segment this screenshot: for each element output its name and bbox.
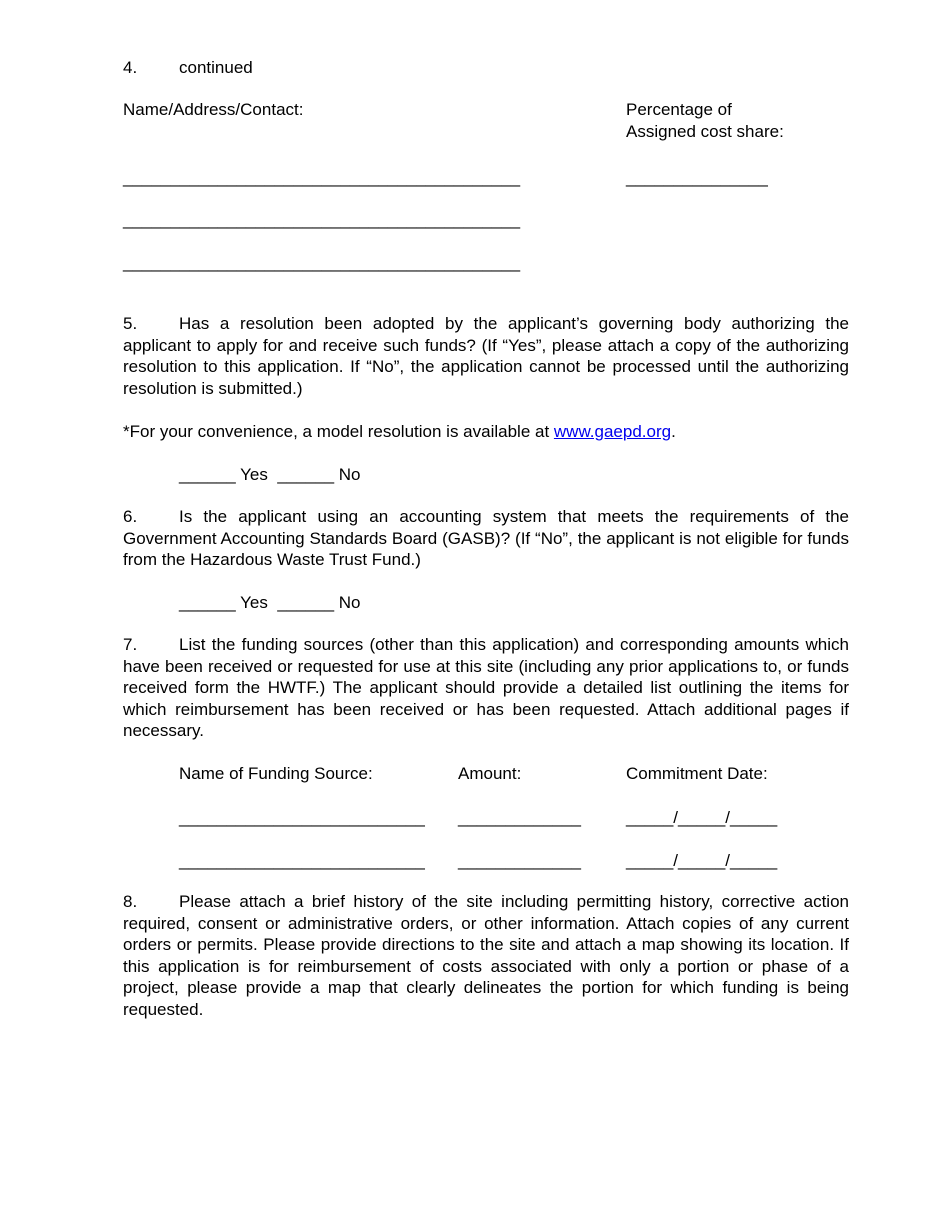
funding-source-blank[interactable]: __________________________	[179, 808, 425, 827]
section-4-title: continued	[179, 58, 253, 77]
name-address-blank-1[interactable]: __________________________________________	[123, 168, 521, 187]
section-6-text: Is the applicant using an accounting system that meets the requirements of the Government Accounting Standards Board (GASB)? (If “No”, the applicant is not eligible for funds from the Hazardous Waste Trust Fund.)	[123, 507, 849, 569]
section-6-number: 6.	[123, 507, 138, 526]
gaepd-link[interactable]: www.gaepd.org	[553, 422, 672, 441]
section-6-paragraph	[123, 506, 849, 571]
percentage-blank[interactable]: _______________	[626, 168, 768, 187]
funding-source-header: Name of Funding Source:	[179, 764, 373, 783]
amount-header: Amount:	[458, 764, 522, 783]
name-address-contact-label: Name/Address/Contact:	[123, 100, 304, 119]
section-6-yes-no[interactable]: ______ Yes ______ No	[179, 593, 361, 612]
name-address-blank-3[interactable]: __________________________________________	[123, 253, 521, 272]
section-7-text: List the funding sources (other than this application) and corresponding amounts which have been received or requested for use at this site (including any prior applications to, or funds received form the HWTF.) The applicant should provide a detailed list outlining the items for which reimbursement has been received or has been requested. Attach additional pages if necessary.	[123, 635, 849, 740]
section-5-number: 5.	[123, 314, 138, 333]
percentage-label-line2: Assigned cost share:	[626, 122, 784, 141]
section-4-number: 4.	[123, 58, 138, 77]
commitment-date-blank[interactable]: _____/_____/_____	[626, 851, 778, 870]
section-8-text: Please attach a brief history of the site including permitting history, corrective action required, consent or administrative orders, or other information. Attach copies of any current orders or permits. Please provide directions to the site and attach a map showing its location. If this application is for reimbursement of costs associated with only a portion or phase of a project, please provide a map that clearly delineates the portion for which funding is being requested.	[123, 892, 849, 1019]
percentage-label-line1: Percentage of	[626, 100, 732, 119]
note-suffix: .	[671, 422, 676, 441]
section-5-paragraph	[123, 313, 849, 399]
section-5-text: Has a resolution been adopted by the applicant’s governing body authorizing the applicant to apply for and receive such funds? (If “Yes”, please attach a copy of the authorizing resolution to this application. If “No”, the application cannot be processed until the authorizing resolution is submitted.)	[123, 314, 849, 398]
section-8-number: 8.	[123, 892, 138, 911]
section-7-number: 7.	[123, 635, 138, 654]
note-prefix: *For your convenience, a model resolution is available at	[123, 422, 554, 441]
funding-source-blank[interactable]: __________________________	[179, 851, 425, 870]
model-resolution-note	[123, 421, 676, 442]
section-7-paragraph	[123, 634, 849, 742]
name-address-blank-2[interactable]: __________________________________________	[123, 210, 521, 229]
section-8-paragraph	[123, 891, 849, 1020]
commitment-date-blank[interactable]: _____/_____/_____	[626, 808, 778, 827]
amount-blank[interactable]: _____________	[458, 808, 581, 827]
section-5-yes-no[interactable]: ______ Yes ______ No	[179, 465, 361, 484]
amount-blank[interactable]: _____________	[458, 851, 581, 870]
commitment-date-header: Commitment Date:	[626, 764, 768, 783]
